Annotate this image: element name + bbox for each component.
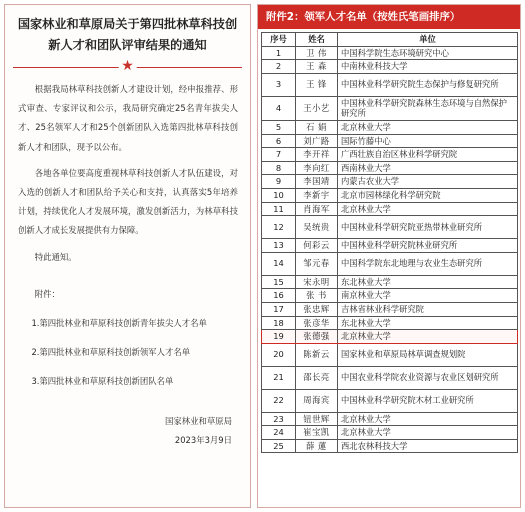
row-number: 6 xyxy=(262,134,296,148)
row-unit: 吉林省林业科学研究院 xyxy=(338,302,518,316)
row-number: 5 xyxy=(262,120,296,134)
row-unit: 中国科学院生态环境研究中心 xyxy=(338,46,518,60)
row-unit: 中国林业科学研究院木材工业研究所 xyxy=(338,389,518,412)
row-name: 肖海军 xyxy=(296,202,338,216)
annex-panel xyxy=(257,4,521,508)
row-name: 卫 伟 xyxy=(296,46,338,60)
table-row xyxy=(262,60,518,74)
column-header-no: 序号 xyxy=(262,33,296,47)
row-name: 张彦华 xyxy=(296,316,338,330)
table-row xyxy=(262,389,518,412)
row-number: 1 xyxy=(262,46,296,60)
row-name: 石 娟 xyxy=(296,120,338,134)
table-row xyxy=(262,161,518,175)
row-unit: 北京市园林绿化科学研究院 xyxy=(338,188,518,202)
row-number: 4 xyxy=(262,96,296,120)
row-name: 邵长亮 xyxy=(296,366,338,389)
table-row xyxy=(262,275,518,289)
row-number: 13 xyxy=(262,239,296,253)
row-unit: 中国农业科学院农业资源与农业区划研究所 xyxy=(338,366,518,389)
table-row xyxy=(262,46,518,60)
row-number: 21 xyxy=(262,366,296,389)
row-number: 18 xyxy=(262,316,296,330)
row-name: 邹元春 xyxy=(296,252,338,275)
row-unit: 北京林业大学 xyxy=(338,426,518,440)
row-name: 张德强 xyxy=(296,330,338,344)
attachment-link-1[interactable]: 1.第四批林业和草原科技创新青年拔尖人才名单 xyxy=(31,318,207,329)
row-number: 24 xyxy=(262,426,296,440)
row-name: 薛 蓮 xyxy=(296,439,338,453)
row-unit: 北京林业大学 xyxy=(338,202,518,216)
row-unit: 国际竹藤中心 xyxy=(338,134,518,148)
row-name: 李开祥 xyxy=(296,148,338,162)
row-number: 16 xyxy=(262,289,296,303)
row-unit: 北京林业大学 xyxy=(338,120,518,134)
notice-closing: 特此通知。 xyxy=(34,251,77,262)
row-name: 陈新云 xyxy=(296,343,338,366)
row-name: 王小艺 xyxy=(296,96,338,120)
row-name: 崔宝凯 xyxy=(296,426,338,440)
row-name: 张 书 xyxy=(296,289,338,303)
table-row xyxy=(262,96,518,120)
star-icon: ★ xyxy=(118,58,137,74)
table-row xyxy=(262,302,518,316)
notice-date: 2023年3月9日 xyxy=(174,434,232,445)
column-header-name: 姓名 xyxy=(296,33,338,47)
row-unit: 东北林业大学 xyxy=(338,275,518,289)
table-row xyxy=(262,330,518,344)
row-number: 14 xyxy=(262,252,296,275)
row-unit: 中国林业科学研究院生态保护与修复研究所 xyxy=(338,73,518,96)
table-row xyxy=(262,252,518,275)
row-number: 2 xyxy=(262,60,296,74)
notice-signature: 国家林业和草原局 xyxy=(165,415,232,426)
table-row xyxy=(262,148,518,162)
table-row xyxy=(262,73,518,96)
table-row xyxy=(262,412,518,426)
notice-body xyxy=(18,80,238,450)
row-number: 19 xyxy=(262,330,296,344)
table-row xyxy=(262,289,518,303)
row-name: 李向红 xyxy=(296,161,338,175)
row-name: 张忠辉 xyxy=(296,302,338,316)
row-unit: 中南林业科技大学 xyxy=(338,60,518,74)
attachment-link-2[interactable]: 2.第四批林业和草原科技创新领军人才名单 xyxy=(31,347,191,358)
row-unit: 北京林业大学 xyxy=(338,330,518,344)
title-divider xyxy=(13,60,242,74)
table-row xyxy=(262,202,518,216)
row-number: 12 xyxy=(262,216,296,239)
row-unit: 西北农林科技大学 xyxy=(338,439,518,453)
row-unit: 国家林业和草原局林草调查规划院 xyxy=(338,343,518,366)
row-name: 宋永明 xyxy=(296,275,338,289)
row-name: 钮世辉 xyxy=(296,412,338,426)
table-row xyxy=(262,439,518,453)
row-number: 17 xyxy=(262,302,296,316)
column-header-unit: 单位 xyxy=(338,33,518,47)
attachment-link-3[interactable]: 3.第四批林业和草原科技创新团队名单 xyxy=(31,376,174,387)
row-number: 25 xyxy=(262,439,296,453)
notice-panel xyxy=(4,4,251,508)
table-row xyxy=(262,216,518,239)
row-number: 23 xyxy=(262,412,296,426)
row-unit: 中国林业科学研究院林业研究所 xyxy=(338,239,518,253)
row-unit: 中国林业科学研究院亚热带林业研究所 xyxy=(338,216,518,239)
annex-header xyxy=(258,5,520,29)
row-number: 11 xyxy=(262,202,296,216)
row-unit: 内蒙古农业大学 xyxy=(338,175,518,189)
table-row xyxy=(262,366,518,389)
notice-title: 国家林业和草原局关于第四批林草科技创新人才和团队评审结果的通知 xyxy=(17,17,238,52)
row-unit: 广西壮族自治区林业科学研究院 xyxy=(338,148,518,162)
row-unit: 中国林业科学研究院森林生态环境与自然保护研究所 xyxy=(338,96,518,120)
row-name: 王 森 xyxy=(296,60,338,74)
table-header-row xyxy=(262,33,518,47)
row-name: 周海宾 xyxy=(296,389,338,412)
row-name: 李国靖 xyxy=(296,175,338,189)
row-number: 9 xyxy=(262,175,296,189)
row-unit: 南京林业大学 xyxy=(338,289,518,303)
row-unit: 北京林业大学 xyxy=(338,412,518,426)
row-name: 何彩云 xyxy=(296,239,338,253)
row-unit: 西南林业大学 xyxy=(338,161,518,175)
row-number: 10 xyxy=(262,188,296,202)
row-number: 3 xyxy=(262,73,296,96)
attachments-label: 附件： xyxy=(34,288,60,299)
row-number: 22 xyxy=(262,389,296,412)
table-row xyxy=(262,134,518,148)
leaders-table xyxy=(261,32,518,453)
annex-sort-note: （按姓氏笔画排序） xyxy=(366,11,461,23)
table-row xyxy=(262,188,518,202)
row-name: 王 锋 xyxy=(296,73,338,96)
row-number: 8 xyxy=(262,161,296,175)
row-number: 7 xyxy=(262,148,296,162)
row-unit: 东北林业大学 xyxy=(338,316,518,330)
notice-paragraph: 根据我局林草科技创新人才建设计划，经申报推荐、形式审查、专家评议和公示，我局研究确定25名青年拔尖人才、25名领军人才和25个创新团队入选第四批林草科技创新人才和团队，现予以公布。 xyxy=(18,84,238,152)
notice-paragraph: 各地各单位要高度重视林草科技创新人才队伍建设，对入选的创新人才和团队给予关心和支持，认真落实5年培养计划，持续优化人才发展环境，激发创新活力，为林草科技创新人才成长发展提供有力保障。 xyxy=(18,167,238,236)
row-name: 吴统贵 xyxy=(296,216,338,239)
table-row xyxy=(262,239,518,253)
table-body xyxy=(262,46,518,453)
row-name: 刘广路 xyxy=(296,134,338,148)
row-number: 20 xyxy=(262,343,296,366)
row-number: 15 xyxy=(262,275,296,289)
table-row xyxy=(262,316,518,330)
row-unit: 中国科学院东北地理与农业生态研究所 xyxy=(338,252,518,275)
table-row xyxy=(262,175,518,189)
table-row xyxy=(262,426,518,440)
table-row xyxy=(262,343,518,366)
annex-title: 附件2：领军人才名单 xyxy=(266,11,367,23)
row-name: 李新宇 xyxy=(296,188,338,202)
table-row xyxy=(262,120,518,134)
